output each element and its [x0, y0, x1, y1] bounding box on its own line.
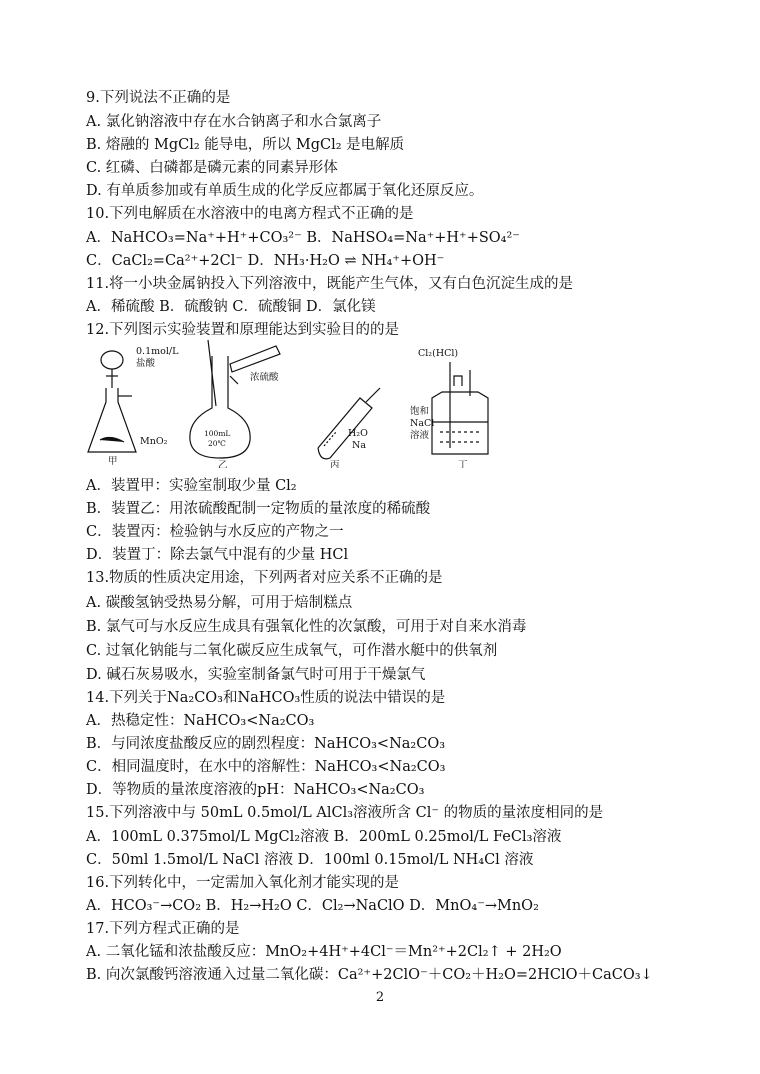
- q17-stem: 17.下列方程式正确的是: [86, 921, 240, 937]
- yi-caption: 乙: [218, 460, 228, 468]
- q14-option-b: B．与同浓度盐酸反应的剧烈程度：NaHCO₃<Na₂CO₃: [86, 736, 446, 752]
- bing-sodium-label: Na: [352, 440, 366, 451]
- q10-stem: 10.下列电解质在水溶液中的电离方程式不正确的是: [86, 206, 414, 222]
- ding-sat-label-1: 饱和: [410, 406, 430, 417]
- apparatus-ding: [432, 362, 488, 454]
- apparatus-yi: [190, 340, 280, 458]
- jia-caption: 甲: [108, 456, 118, 467]
- apparatus-jia: [88, 351, 136, 452]
- q11-options: A．稀硫酸 B．硫酸钠 C．硫酸铜 D．氯化镁: [86, 299, 376, 315]
- q14-option-d: D．等物质的量浓度溶液的pH：NaHCO₃<Na₂CO₃: [86, 782, 425, 798]
- q9-stem: 9.下列说法不正确的是: [86, 90, 231, 106]
- q16-options: A．HCO₃⁻→CO₂ B．H₂→H₂O C．Cl₂→NaClO D．MnO₄⁻→MnO₂: [86, 898, 539, 914]
- q12-option-a: A．装置甲：实验室制取少量 Cl₂: [86, 478, 297, 494]
- ding-gas-label: Cl₂(HCl): [418, 348, 459, 359]
- q10-options-cd: C．CaCl₂=Ca²⁺+2Cl⁻ D．NH₃·H₂O ⇌ NH₄⁺+OH⁻: [86, 253, 445, 269]
- q9-option-a: A. 氯化钠溶液中存在水合钠离子和水合氯离子: [86, 114, 382, 130]
- yi-acid-label: 浓硫酸: [250, 372, 279, 383]
- q12-option-b: B．装置乙：用浓硫酸配制一定物质的量浓度的稀硫酸: [86, 501, 431, 517]
- q17-option-a: A. 二氧化锰和浓盐酸反应：MnO₂+4H⁺+4Cl⁻＝Mn²⁺+2Cl₂↑ + 2H₂O: [86, 944, 562, 960]
- q9-option-c: C. 红磷、白磷都是磷元素的同素异形体: [86, 160, 338, 176]
- q12-option-d: D．装置丁：除去氯气中混有的少量 HCl: [86, 547, 349, 563]
- apparatus-drawing: [80, 336, 520, 468]
- q17-option-b: B. 向次氯酸钙溶液通入过量二氧化碳：Ca²⁺+2ClO⁻＋CO₂＋H₂O=2HClO＋CaCO₃↓: [86, 967, 653, 983]
- jia-acid-label: 盐酸: [136, 358, 156, 369]
- bing-water-label: H₂O: [348, 428, 368, 439]
- q16-stem: 16.下列转化中，一定需加入氧化剂才能实现的是: [86, 875, 400, 891]
- q14-option-c: C．相同温度时，在水中的溶解性：NaHCO₃<Na₂CO₃: [86, 759, 446, 775]
- q11-stem: 11.将一小块金属钠投入下列溶液中，既能产生气体，又有白色沉淀生成的是: [86, 276, 574, 292]
- q10-options-ab: A．NaHCO₃=Na⁺+H⁺+CO₃²⁻ B．NaHSO₄=Na⁺+H⁺+SO₄²⁻: [86, 230, 520, 246]
- q12-stem: 12.下列图示实验装置和原理能达到实验目的的是: [86, 322, 400, 338]
- q14-stem: 14.下列关于Na₂CO₃和NaHCO₃性质的说法中错误的是: [86, 690, 446, 706]
- q15-options-ab: A．100mL 0.375mol/L MgCl₂溶液 B．200mL 0.25mol/L FeCl₃溶液: [86, 829, 562, 845]
- jia-mno2-label: MnO₂: [140, 436, 168, 447]
- page-number: 2: [375, 990, 385, 1005]
- q13-option-b: B. 氯气可与水反应生成具有强氧化性的次氯酸，可用于对自来水消毒: [86, 619, 527, 635]
- q9-option-d: D. 有单质参加或有单质生成的化学反应都属于氧化还原反应。: [86, 183, 484, 199]
- q12-apparatus-figure: [80, 336, 520, 468]
- q13-option-a: A. 碳酸氢钠受热易分解，可用于焙制糕点: [86, 595, 353, 611]
- q14-option-a: A．热稳定性：NaHCO₃<Na₂CO₃: [86, 713, 315, 729]
- q9-option-b: B. 熔融的 MgCl₂ 能导电，所以 MgCl₂ 是电解质: [86, 137, 405, 153]
- q13-option-c: C. 过氧化钠能与二氧化碳反应生成氧气，可作潜水艇中的供氧剂: [86, 643, 498, 659]
- q12-option-c: C．装置丙：检验钠与水反应的产物之一: [86, 524, 344, 540]
- ding-sat-label-2: NaCl: [410, 418, 435, 429]
- jia-conc-label: 0.1mol/L: [136, 346, 179, 357]
- q15-options-cd: C．50ml 1.5mol/L NaCl 溶液 D．100ml 0.15mol/L NH₄Cl 溶液: [86, 852, 534, 868]
- bing-caption: 丙: [330, 460, 340, 468]
- q15-stem: 15.下列溶液中与 50mL 0.5mol/L AlCl₃溶液所含 Cl⁻ 的物质的量浓度相同的是: [86, 805, 604, 821]
- ding-sat-label-3: 溶液: [410, 430, 430, 441]
- q13-option-d: D. 碱石灰易吸水，实验室制备氯气时可用于干燥氯气: [86, 667, 426, 683]
- yi-temp-label: 20℃: [208, 439, 226, 448]
- apparatus-bing: [318, 388, 380, 459]
- q13-stem: 13.物质的性质决定用途，下列两者对应关系不正确的是: [86, 570, 443, 586]
- yi-volume-label: 100mL: [204, 429, 231, 438]
- ding-caption: 丁: [458, 460, 468, 468]
